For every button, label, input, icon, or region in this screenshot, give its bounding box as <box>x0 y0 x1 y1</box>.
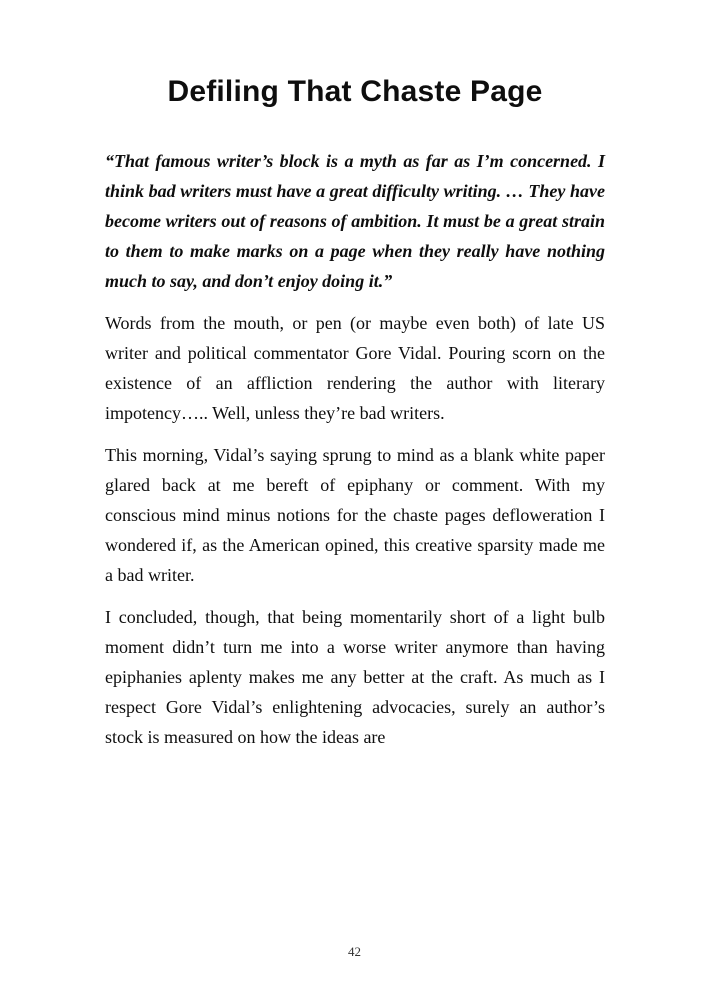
body-paragraph-1: Words from the mouth, or pen (or maybe even both) of late US writer and political commentator Gore Vidal. Pouring scorn on the existence of an affliction rendering the author with literary impotency….. Well, unless they’re bad writers. <box>105 313 605 423</box>
page-number: 42 <box>348 944 361 959</box>
body-paragraph-3: I concluded, though, that being momentarily short of a light bulb moment didn’t turn me into a worse writer anymore than having epiphanies aplenty makes me any better at the craft. As much as I respect Gore Vidal’s enlightening advocacies, surely an author’s stock is measured on how the ideas are <box>105 607 605 747</box>
body-paragraph-2: This morning, Vidal’s saying sprung to mind as a blank white paper glared back at me bereft of epiphany or comment. With my conscious mind minus notions for the chaste pages defloweration I wondered if, as the American opined, this creative sparsity made me a bad writer. <box>105 445 605 585</box>
page-title: Defiling That Chaste Page <box>167 75 543 108</box>
quote-paragraph: “That famous writer’s block is a myth as far as I’m concerned. I think bad writers must have a great difficulty writing. … They have become writers out of reasons of ambition. It must be a great strain to them to make marks on a page when they really have nothing much to say, and don’t enjoy doing it.” <box>105 151 605 291</box>
